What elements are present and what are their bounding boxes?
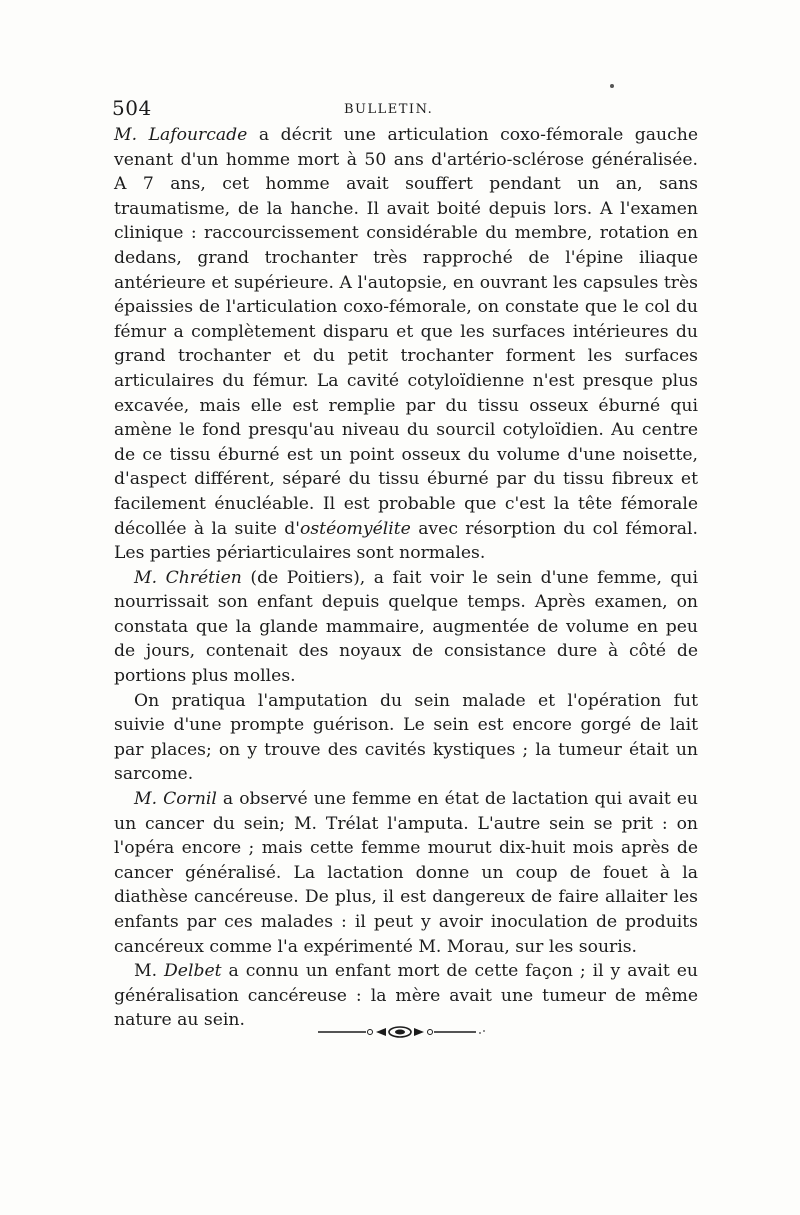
paragraph-text: (de Poitiers), a fait voir le sein d'une femme, qui nourrissait son enfant depuis quelque temps. Après examen, on constata que la glande mammaire, augmentée de volume en peu de jours, contenait des noyaux de consistance dure à côté de portions plus molles. xyxy=(114,567,699,687)
paragraph-text: a connu un enfant mort de cette façon ; il y avait eu généralisation cancéreuse : la mère avait une tumeur de même nature au sein. xyxy=(114,961,698,1031)
paragraph-text: a observé une femme en état de lactation qui avait eu un cancer du sein; M. Trélat l'amputa. L'autre sein se prit : on l'opéra encore ; mais cette femme mourut dix-huit mois après de cancer généralisé. La lactation donne un coup de fouet à la diathèse cancéreuse. De plus, il est dangereux de faire allaiter les enfants par ces malades : il peut y avoir inoculation de produits cancéreux comme l'a expérimenté M. Morau, sur les souris. xyxy=(114,789,698,957)
page-header xyxy=(112,96,700,126)
body-text xyxy=(114,123,698,1033)
author-name: M. Cornil xyxy=(134,789,217,810)
paragraph-text: a décrit une articulation coxo-fémorale gauche venant d'un homme mort à 50 ans d'artério-sclérose généralisée. A 7 ans, cet homme avait souffert pendant un an, sans traumatisme, de la hanche. Il avait boité depuis lors. A l'examen clinique : raccourcissement considérable du membre, rotation en dedans, grand trochanter très rapproché de l'épine iliaque antérieure et supérieure. A l'autopsie, en ouvrant les capsules très épaissies de l'articulation coxo-fémorale, on constate que le col du fémur a complètement disparu et que les surfaces intérieures du grand trochanter et du petit trochanter forment les surfaces articulaires du fémur. La cavité cotyloïdienne n'est presque plus excavée, mais elle est remplie par du tissu osseux éburné qui amène le fond presqu'au niveau du sourcil cotyloïdien. Au centre de ce tissu éburné est un point osseux du volume d'une noisette, d'aspect différent, séparé du tissu éburné par du tissu fibreux et facilement énucléable. Il est probable que c'est la tête fémorale décollée à la suite d' xyxy=(114,125,698,539)
author-name: Delbet xyxy=(164,961,222,982)
paragraph-chretien xyxy=(114,566,698,689)
author-name: M. Lafourcade xyxy=(114,125,248,145)
paragraph-lafourcade xyxy=(114,123,698,566)
paragraph-cornil xyxy=(114,787,698,959)
page-number: 504 xyxy=(112,96,152,120)
author-name: M. Chrétien xyxy=(134,567,242,588)
running-head: BULLETIN. xyxy=(344,102,434,117)
paragraph-text-end: avec résorption du col fémoral. Les parties périarticulaires sont normales. xyxy=(114,518,699,564)
paragraph-amputation xyxy=(114,689,698,787)
author-prefix: M. xyxy=(134,961,165,982)
end-ornament-icon xyxy=(318,1022,488,1042)
paragraph-text: On pratiqua l'amputation du sein malade et l'opération fut suivie d'une prompte guérison. Le sein est encore gorgé de lait par places; on y trouve des cavités kystiques ; la tumeur était un sarcome. xyxy=(114,690,698,785)
print-speck xyxy=(610,84,614,88)
italic-term: ostéomyélite xyxy=(300,518,411,539)
